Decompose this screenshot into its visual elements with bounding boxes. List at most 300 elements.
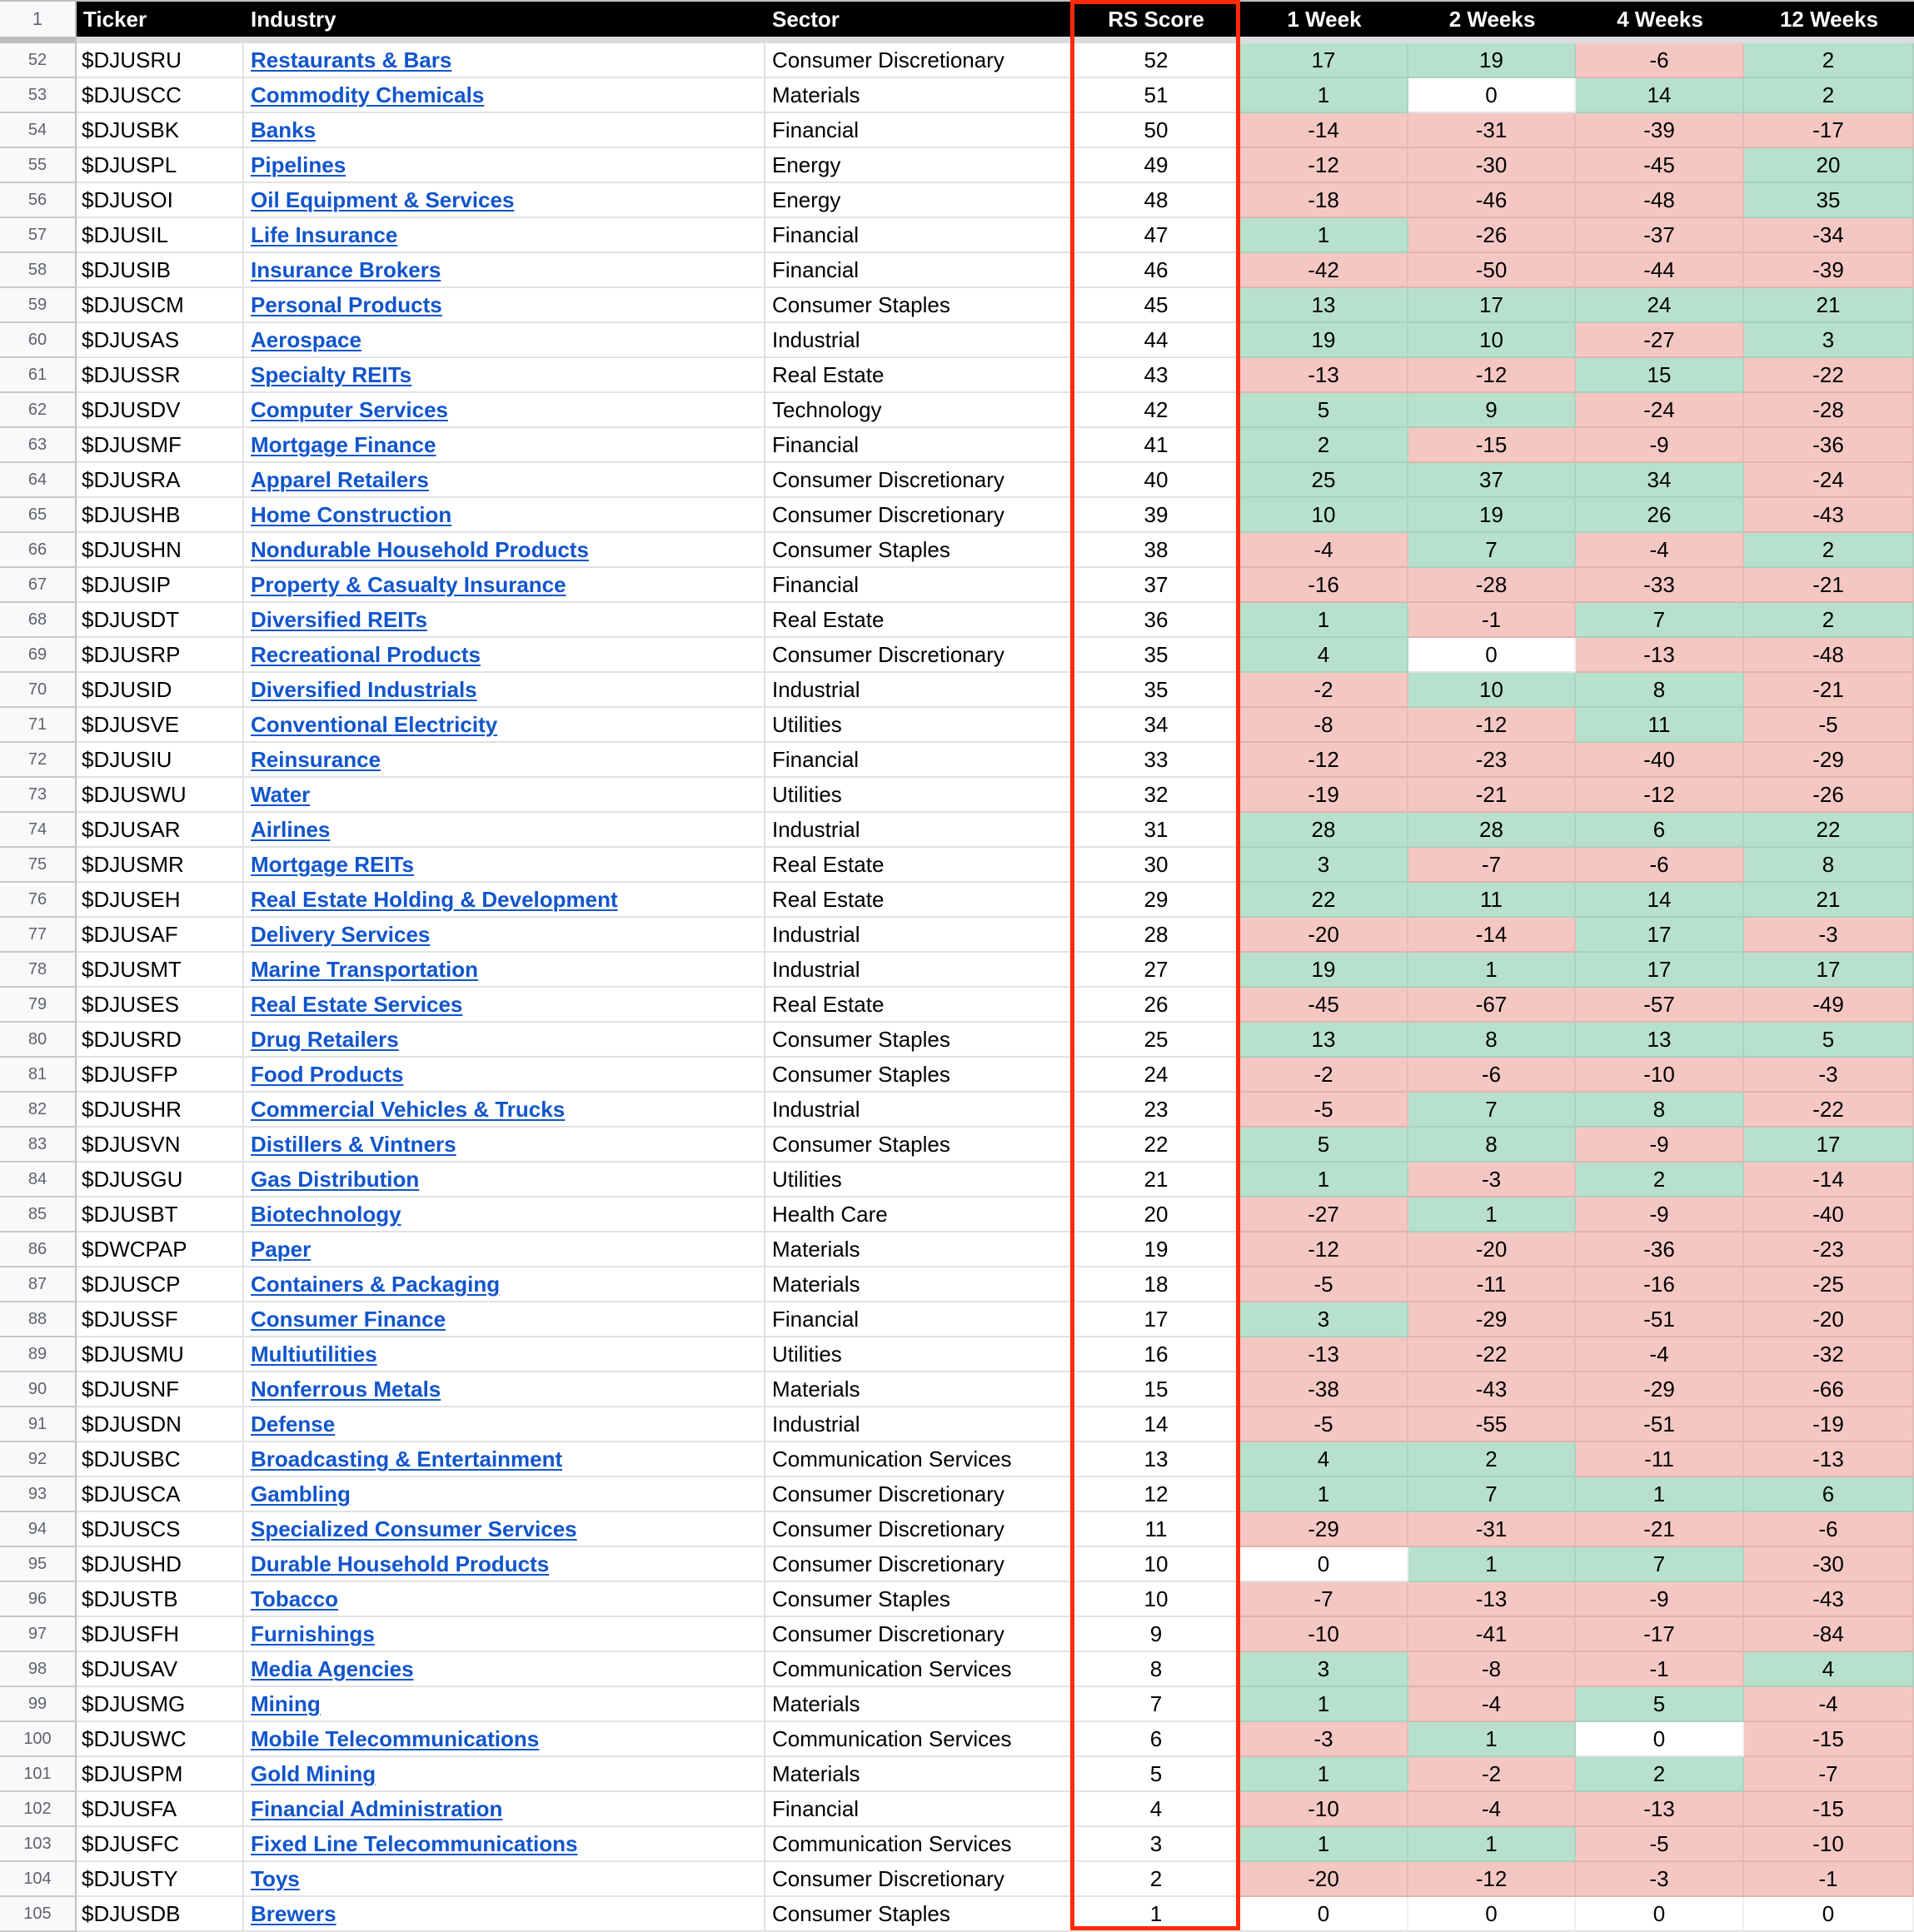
sector-cell[interactable]: Industrial [765,673,1072,708]
sector-cell[interactable]: Consumer Discretionary [765,1862,1072,1897]
industry-link[interactable]: Real Estate Holding & Development [251,886,618,912]
ticker-cell[interactable]: $DJUSCC [77,78,244,113]
4-weeks-change-cell[interactable]: -6 [1576,848,1744,883]
1-week-change-cell[interactable]: -45 [1240,988,1408,1023]
rs-score-cell[interactable]: 41 [1072,428,1240,463]
sector-cell[interactable]: Consumer Staples [765,1897,1072,1932]
2-weeks-change-cell[interactable]: -6 [1408,1058,1576,1093]
1-week-change-cell[interactable]: -16 [1240,568,1408,603]
row-number[interactable]: 80 [0,1023,77,1058]
1-week-change-cell[interactable]: -20 [1240,918,1408,953]
industry-link[interactable]: Aerospace [251,326,361,352]
2-weeks-change-cell[interactable]: 0 [1408,638,1576,673]
12-weeks-change-cell[interactable]: -66 [1744,1372,1914,1407]
industry-cell[interactable] [244,1442,765,1477]
4-weeks-change-cell[interactable]: 1 [1576,1477,1744,1512]
4-weeks-change-cell[interactable]: -48 [1576,183,1744,218]
industry-link[interactable]: Property & Casualty Insurance [251,571,566,597]
ticker-cell[interactable]: $DJUSIL [77,218,244,253]
row-number[interactable]: 55 [0,148,77,183]
industry-link[interactable]: Computer Services [251,396,448,422]
4-weeks-change-cell[interactable]: 8 [1576,673,1744,708]
row-number[interactable]: 96 [0,1582,77,1617]
12-weeks-change-cell[interactable]: 3 [1744,323,1914,358]
2-weeks-change-cell[interactable]: 8 [1408,1128,1576,1163]
industry-cell[interactable] [244,323,765,358]
rs-score-cell[interactable]: 30 [1072,848,1240,883]
sector-cell[interactable]: Consumer Discretionary [765,1617,1072,1652]
industry-cell[interactable] [244,1128,765,1163]
ticker-cell[interactable]: $DJUSGU [77,1163,244,1198]
rs-score-cell[interactable]: 38 [1072,533,1240,568]
4-weeks-change-cell[interactable]: 7 [1576,603,1744,638]
4-weeks-change-cell[interactable]: -11 [1576,1442,1744,1477]
row-number[interactable]: 77 [0,918,77,953]
ticker-cell[interactable]: $DJUSCP [77,1267,244,1302]
ticker-cell[interactable]: $DJUSDT [77,603,244,638]
sector-cell[interactable]: Utilities [765,708,1072,743]
row-number[interactable]: 74 [0,813,77,848]
industry-link[interactable]: Brewers [251,1900,336,1926]
4-weeks-change-cell[interactable]: 7 [1576,1547,1744,1582]
ticker-cell[interactable]: $DJUSFC [77,1827,244,1862]
industry-cell[interactable] [244,463,765,498]
rs-score-cell[interactable]: 44 [1072,323,1240,358]
rs-score-cell[interactable]: 35 [1072,673,1240,708]
industry-cell[interactable] [244,603,765,638]
1-week-change-cell[interactable]: -5 [1240,1267,1408,1302]
row-number[interactable]: 102 [0,1792,77,1827]
industry-link[interactable]: Nondurable Household Products [251,536,589,562]
column-header-sector[interactable]: Sector [772,6,840,32]
industry-cell[interactable] [244,918,765,953]
4-weeks-change-cell[interactable]: -1 [1576,1652,1744,1687]
ticker-cell[interactable]: $DJUSRP [77,638,244,673]
industry-link[interactable]: Oil Equipment & Services [251,187,515,212]
4-weeks-change-cell[interactable]: -37 [1576,218,1744,253]
industry-link[interactable]: Mining [251,1690,321,1716]
industry-link[interactable]: Mobile Telecommunications [251,1725,540,1751]
column-header-ticker[interactable]: Ticker [83,6,147,32]
industry-link[interactable]: Media Agencies [251,1656,414,1681]
2-weeks-change-cell[interactable]: -15 [1408,428,1576,463]
12-weeks-change-cell[interactable]: 35 [1744,183,1914,218]
1-week-change-cell[interactable]: 10 [1240,498,1408,533]
industry-cell[interactable] [244,708,765,743]
2-weeks-change-cell[interactable]: 7 [1408,1093,1576,1128]
industry-cell[interactable] [244,778,765,813]
row-number[interactable]: 54 [0,113,77,148]
industry-cell[interactable] [244,1023,765,1058]
2-weeks-change-cell[interactable]: 0 [1408,1897,1576,1932]
sector-cell[interactable]: Real Estate [765,358,1072,393]
industry-link[interactable]: Apparel Retailers [251,466,429,492]
1-week-change-cell[interactable]: -10 [1240,1792,1408,1827]
ticker-cell[interactable]: $DJUSHB [77,498,244,533]
industry-link[interactable]: Commodity Chemicals [251,82,485,107]
2-weeks-change-cell[interactable]: -28 [1408,568,1576,603]
column-header-rs-score[interactable]: RS Score [1108,6,1204,32]
1-week-change-cell[interactable]: 1 [1240,1477,1408,1512]
1-week-change-cell[interactable]: -10 [1240,1617,1408,1652]
2-weeks-change-cell[interactable]: 10 [1408,673,1576,708]
industry-cell[interactable] [244,113,765,148]
industry-cell[interactable] [244,393,765,428]
ticker-cell[interactable]: $DJUSRD [77,1023,244,1058]
1-week-change-cell[interactable]: 13 [1240,288,1408,323]
industry-cell[interactable] [244,1792,765,1827]
ticker-cell[interactable]: $DJUSFH [77,1617,244,1652]
sector-cell[interactable]: Real Estate [765,988,1072,1023]
12-weeks-change-cell[interactable]: 6 [1744,1477,1914,1512]
1-week-change-cell[interactable]: 13 [1240,1023,1408,1058]
2-weeks-change-cell[interactable]: -67 [1408,988,1576,1023]
row-number[interactable]: 92 [0,1442,77,1477]
ticker-cell[interactable]: $DJUSMG [77,1687,244,1722]
ticker-cell[interactable]: $DJUSAR [77,813,244,848]
4-weeks-change-cell[interactable]: -27 [1576,323,1744,358]
industry-link[interactable]: Financial Administration [251,1795,503,1821]
row-number[interactable]: 64 [0,463,77,498]
industry-link[interactable]: Delivery Services [251,921,431,947]
2-weeks-change-cell[interactable]: -21 [1408,778,1576,813]
4-weeks-change-cell[interactable]: -13 [1576,638,1744,673]
industry-cell[interactable] [244,1163,765,1198]
industry-cell[interactable] [244,1372,765,1407]
2-weeks-change-cell[interactable]: 19 [1408,43,1576,78]
12-weeks-change-cell[interactable]: -15 [1744,1722,1914,1757]
industry-link[interactable]: Biotechnology [251,1201,401,1227]
industry-cell[interactable] [244,883,765,918]
row-number[interactable]: 65 [0,498,77,533]
rs-score-cell[interactable]: 50 [1072,113,1240,148]
4-weeks-change-cell[interactable]: -16 [1576,1267,1744,1302]
ticker-cell[interactable]: $DJUSTB [77,1582,244,1617]
sector-cell[interactable]: Communication Services [765,1652,1072,1687]
1-week-change-cell[interactable]: -2 [1240,673,1408,708]
1-week-change-cell[interactable]: 3 [1240,1302,1408,1337]
1-week-change-cell[interactable]: 1 [1240,1757,1408,1792]
sector-cell[interactable]: Consumer Discretionary [765,638,1072,673]
sector-cell[interactable]: Financial [765,568,1072,603]
sector-cell[interactable]: Utilities [765,1163,1072,1198]
12-weeks-change-cell[interactable]: 4 [1744,1652,1914,1687]
4-weeks-change-cell[interactable]: 11 [1576,708,1744,743]
row-number[interactable]: 69 [0,638,77,673]
industry-cell[interactable] [244,988,765,1023]
12-weeks-change-cell[interactable]: -20 [1744,1302,1914,1337]
sector-cell[interactable]: Financial [765,113,1072,148]
row-number[interactable]: 88 [0,1302,77,1337]
row-number[interactable]: 84 [0,1163,77,1198]
12-weeks-change-cell[interactable]: -15 [1744,1792,1914,1827]
ticker-cell[interactable]: $DJUSFA [77,1792,244,1827]
sector-cell[interactable]: Financial [765,218,1072,253]
ticker-cell[interactable]: $DJUSAV [77,1652,244,1687]
12-weeks-change-cell[interactable]: -3 [1744,918,1914,953]
industry-link[interactable]: Water [251,781,311,807]
1-week-change-cell[interactable]: -5 [1240,1093,1408,1128]
row-number[interactable]: 83 [0,1128,77,1163]
sector-cell[interactable]: Financial [765,1302,1072,1337]
rs-score-cell[interactable]: 48 [1072,183,1240,218]
industry-link[interactable]: Restaurants & Bars [251,47,452,72]
row-number[interactable]: 67 [0,568,77,603]
1-week-change-cell[interactable]: 5 [1240,393,1408,428]
industry-link[interactable]: Real Estate Services [251,991,463,1017]
row-number[interactable]: 81 [0,1058,77,1093]
sector-cell[interactable]: Utilities [765,778,1072,813]
rs-score-cell[interactable]: 47 [1072,218,1240,253]
rs-score-cell[interactable]: 34 [1072,708,1240,743]
rs-score-cell[interactable]: 52 [1072,43,1240,78]
4-weeks-change-cell[interactable]: 8 [1576,1093,1744,1128]
1-week-change-cell[interactable]: 2 [1240,428,1408,463]
2-weeks-change-cell[interactable]: 28 [1408,813,1576,848]
rs-score-cell[interactable]: 4 [1072,1792,1240,1827]
industry-link[interactable]: Durable Household Products [251,1551,550,1576]
row-number[interactable]: 57 [0,218,77,253]
industry-link[interactable]: Diversified REITs [251,606,427,632]
industry-link[interactable]: Mortgage REITs [251,851,414,877]
4-weeks-change-cell[interactable]: -4 [1576,1337,1744,1372]
2-weeks-change-cell[interactable]: 17 [1408,288,1576,323]
4-weeks-change-cell[interactable]: -4 [1576,533,1744,568]
rs-score-cell[interactable]: 33 [1072,743,1240,778]
12-weeks-change-cell[interactable]: 17 [1744,953,1914,988]
12-weeks-change-cell[interactable]: 2 [1744,603,1914,638]
ticker-cell[interactable]: $DJUSDN [77,1407,244,1442]
row-number[interactable]: 58 [0,253,77,288]
row-number[interactable]: 70 [0,673,77,708]
2-weeks-change-cell[interactable]: -3 [1408,1163,1576,1198]
sector-cell[interactable]: Consumer Discretionary [765,1547,1072,1582]
rs-score-cell[interactable]: 11 [1072,1512,1240,1547]
industry-link[interactable]: Airlines [251,816,331,842]
12-weeks-change-cell[interactable]: -43 [1744,498,1914,533]
row-number[interactable]: 75 [0,848,77,883]
rs-score-cell[interactable]: 37 [1072,568,1240,603]
industry-cell[interactable] [244,1337,765,1372]
sector-cell[interactable]: Health Care [765,1198,1072,1232]
4-weeks-change-cell[interactable]: 5 [1576,1687,1744,1722]
sector-cell[interactable]: Consumer Staples [765,288,1072,323]
sector-cell[interactable]: Materials [765,1232,1072,1267]
1-week-change-cell[interactable]: 25 [1240,463,1408,498]
industry-link[interactable]: Distillers & Vintners [251,1131,456,1157]
industry-link[interactable]: Gambling [251,1481,351,1506]
industry-link[interactable]: Containers & Packaging [251,1271,501,1297]
4-weeks-change-cell[interactable]: -39 [1576,113,1744,148]
12-weeks-change-cell[interactable]: -24 [1744,463,1914,498]
1-week-change-cell[interactable]: 1 [1240,1827,1408,1862]
sector-cell[interactable]: Communication Services [765,1442,1072,1477]
12-weeks-change-cell[interactable]: -26 [1744,778,1914,813]
sector-cell[interactable]: Communication Services [765,1827,1072,1862]
1-week-change-cell[interactable]: 4 [1240,638,1408,673]
12-weeks-change-cell[interactable]: -21 [1744,673,1914,708]
2-weeks-change-cell[interactable]: -22 [1408,1337,1576,1372]
ticker-cell[interactable]: $DJUSRA [77,463,244,498]
4-weeks-change-cell[interactable]: 13 [1576,1023,1744,1058]
row-number[interactable]: 85 [0,1198,77,1232]
ticker-cell[interactable]: $DJUSCA [77,1477,244,1512]
12-weeks-change-cell[interactable]: 2 [1744,43,1914,78]
row-number[interactable]: 103 [0,1827,77,1862]
1-week-change-cell[interactable]: -13 [1240,1337,1408,1372]
industry-cell[interactable] [244,148,765,183]
industry-cell[interactable] [244,1267,765,1302]
4-weeks-change-cell[interactable]: 14 [1576,883,1744,918]
12-weeks-change-cell[interactable]: 20 [1744,148,1914,183]
1-week-change-cell[interactable]: 1 [1240,1687,1408,1722]
4-weeks-change-cell[interactable]: 14 [1576,78,1744,113]
industry-cell[interactable] [244,1407,765,1442]
industry-cell[interactable] [244,1232,765,1267]
industry-cell[interactable] [244,1722,765,1757]
rs-score-cell[interactable]: 14 [1072,1407,1240,1442]
1-week-change-cell[interactable]: -13 [1240,358,1408,393]
industry-cell[interactable] [244,638,765,673]
row-number[interactable]: 66 [0,533,77,568]
sector-cell[interactable]: Consumer Discretionary [765,43,1072,78]
sector-cell[interactable]: Consumer Staples [765,533,1072,568]
sector-cell[interactable]: Energy [765,183,1072,218]
rs-score-cell[interactable]: 7 [1072,1687,1240,1722]
rs-score-cell[interactable]: 27 [1072,953,1240,988]
rs-score-cell[interactable]: 25 [1072,1023,1240,1058]
ticker-cell[interactable]: $DJUSNF [77,1372,244,1407]
sector-cell[interactable]: Industrial [765,953,1072,988]
industry-cell[interactable] [244,1617,765,1652]
1-week-change-cell[interactable]: -19 [1240,778,1408,813]
4-weeks-change-cell[interactable]: -57 [1576,988,1744,1023]
industry-cell[interactable] [244,533,765,568]
row-number[interactable]: 79 [0,988,77,1023]
row-number[interactable]: 101 [0,1757,77,1792]
row-number[interactable]: 95 [0,1547,77,1582]
row-number[interactable]: 53 [0,78,77,113]
industry-link[interactable]: Nonferrous Metals [251,1376,441,1402]
ticker-cell[interactable]: $DJUSEH [77,883,244,918]
4-weeks-change-cell[interactable]: -9 [1576,1128,1744,1163]
4-weeks-change-cell[interactable]: -13 [1576,1792,1744,1827]
12-weeks-change-cell[interactable]: -32 [1744,1337,1914,1372]
1-week-change-cell[interactable]: 1 [1240,218,1408,253]
2-weeks-change-cell[interactable]: -11 [1408,1267,1576,1302]
industry-link[interactable]: Multiutilities [251,1341,377,1367]
rs-score-cell[interactable]: 32 [1072,778,1240,813]
2-weeks-change-cell[interactable]: -4 [1408,1687,1576,1722]
industry-link[interactable]: Personal Products [251,291,442,317]
1-week-change-cell[interactable]: -7 [1240,1582,1408,1617]
sector-cell[interactable]: Real Estate [765,883,1072,918]
sector-cell[interactable]: Industrial [765,1093,1072,1128]
ticker-cell[interactable]: $DJUSSF [77,1302,244,1337]
column-header-12-weeks[interactable]: 12 Weeks [1779,6,1879,32]
industry-link[interactable]: Drug Retailers [251,1026,399,1052]
4-weeks-change-cell[interactable]: 6 [1576,813,1744,848]
ticker-cell[interactable]: $DJUSAS [77,323,244,358]
4-weeks-change-cell[interactable]: -45 [1576,148,1744,183]
4-weeks-change-cell[interactable]: -33 [1576,568,1744,603]
4-weeks-change-cell[interactable]: 0 [1576,1897,1744,1932]
4-weeks-change-cell[interactable]: -9 [1576,1582,1744,1617]
rs-score-cell[interactable]: 45 [1072,288,1240,323]
industry-cell[interactable] [244,1757,765,1792]
1-week-change-cell[interactable]: -27 [1240,1198,1408,1232]
sector-cell[interactable]: Utilities [765,1337,1072,1372]
ticker-cell[interactable]: $DJUSCS [77,1512,244,1547]
rs-score-cell[interactable]: 13 [1072,1442,1240,1477]
sector-cell[interactable]: Financial [765,1792,1072,1827]
2-weeks-change-cell[interactable]: -23 [1408,743,1576,778]
12-weeks-change-cell[interactable]: 21 [1744,288,1914,323]
ticker-cell[interactable]: $DJUSPM [77,1757,244,1792]
row-number[interactable]: 72 [0,743,77,778]
4-weeks-change-cell[interactable]: -36 [1576,1232,1744,1267]
rs-score-cell[interactable]: 22 [1072,1128,1240,1163]
row-number[interactable]: 82 [0,1093,77,1128]
rs-score-cell[interactable]: 8 [1072,1652,1240,1687]
row-number[interactable]: 73 [0,778,77,813]
industry-link[interactable]: Specialized Consumer Services [251,1516,577,1541]
4-weeks-change-cell[interactable]: -9 [1576,428,1744,463]
1-week-change-cell[interactable]: -42 [1240,253,1408,288]
4-weeks-change-cell[interactable]: -24 [1576,393,1744,428]
12-weeks-change-cell[interactable]: -10 [1744,1827,1914,1862]
1-week-change-cell[interactable]: 5 [1240,1128,1408,1163]
1-week-change-cell[interactable]: -3 [1240,1722,1408,1757]
2-weeks-change-cell[interactable]: -4 [1408,1792,1576,1827]
industry-cell[interactable] [244,743,765,778]
sector-cell[interactable]: Communication Services [765,1722,1072,1757]
industry-link[interactable]: Diversified Industrials [251,676,477,702]
rs-score-cell[interactable]: 23 [1072,1093,1240,1128]
ticker-cell[interactable]: $DJUSPL [77,148,244,183]
12-weeks-change-cell[interactable]: 17 [1744,1128,1914,1163]
industry-cell[interactable] [244,358,765,393]
1-week-change-cell[interactable]: -4 [1240,533,1408,568]
industry-cell[interactable] [244,43,765,78]
1-week-change-cell[interactable]: -29 [1240,1512,1408,1547]
4-weeks-change-cell[interactable]: 24 [1576,288,1744,323]
1-week-change-cell[interactable]: 4 [1240,1442,1408,1477]
sector-cell[interactable]: Industrial [765,918,1072,953]
4-weeks-change-cell[interactable]: 17 [1576,953,1744,988]
ticker-cell[interactable]: $DJUSDV [77,393,244,428]
rs-score-cell[interactable]: 36 [1072,603,1240,638]
2-weeks-change-cell[interactable]: -7 [1408,848,1576,883]
rs-score-cell[interactable]: 1 [1072,1897,1240,1932]
sector-cell[interactable]: Materials [765,1687,1072,1722]
rs-score-cell[interactable]: 39 [1072,498,1240,533]
row-number[interactable]: 90 [0,1372,77,1407]
industry-cell[interactable] [244,498,765,533]
column-header-1-week[interactable]: 1 Week [1287,6,1362,32]
industry-link[interactable]: Food Products [251,1061,404,1087]
12-weeks-change-cell[interactable]: -28 [1744,393,1914,428]
1-week-change-cell[interactable]: 17 [1240,43,1408,78]
sector-cell[interactable]: Consumer Discretionary [765,1477,1072,1512]
4-weeks-change-cell[interactable]: -12 [1576,778,1744,813]
4-weeks-change-cell[interactable]: -44 [1576,253,1744,288]
rs-score-cell[interactable]: 9 [1072,1617,1240,1652]
12-weeks-change-cell[interactable]: -7 [1744,1757,1914,1792]
12-weeks-change-cell[interactable]: -29 [1744,743,1914,778]
rs-score-cell[interactable]: 3 [1072,1827,1240,1862]
12-weeks-change-cell[interactable]: -6 [1744,1512,1914,1547]
